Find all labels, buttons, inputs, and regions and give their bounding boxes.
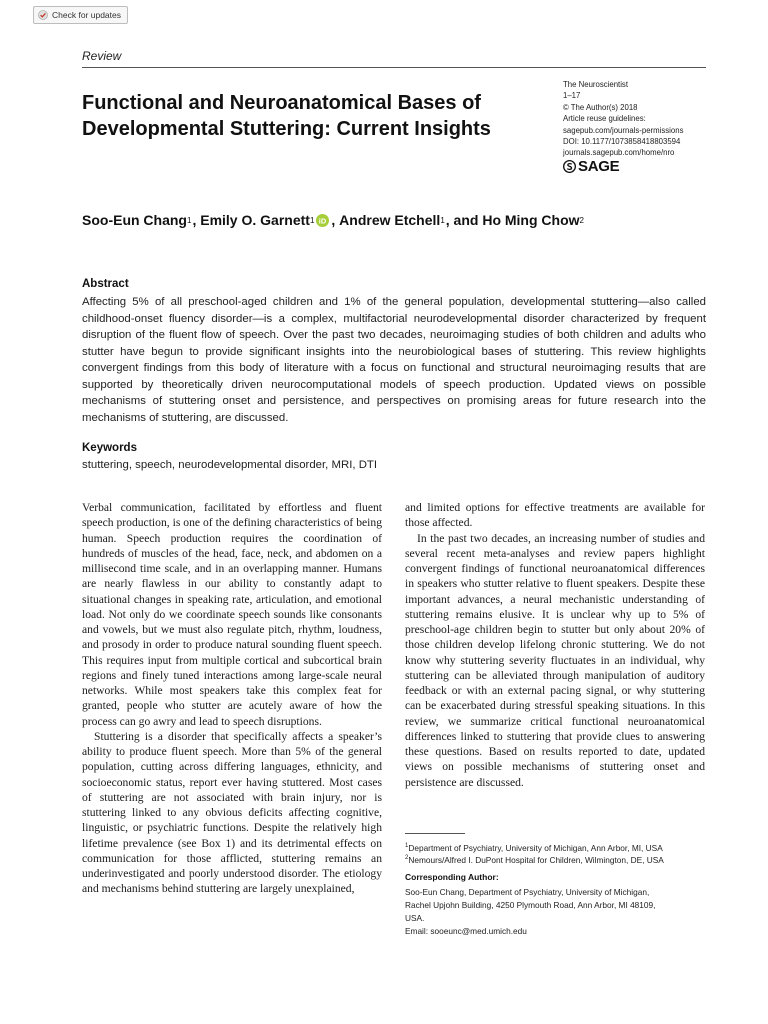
body-column-right [405, 500, 705, 790]
journal-homepage-link[interactable]: journals.sagepub.com/home/nro [563, 148, 675, 158]
author-affil: 1 [309, 215, 315, 225]
affil-text: Department of Psychiatry, University of Michigan, Ann Arbor, MI, USA [408, 842, 663, 853]
author-name[interactable]: Soo-Eun Chang [82, 212, 187, 228]
sage-logo [563, 157, 733, 175]
footnote-divider [405, 833, 465, 834]
keywords-heading: Keywords [82, 442, 137, 454]
sage-logo-icon [563, 160, 576, 173]
affiliation-footnote [405, 852, 664, 866]
check-for-updates-label: Check for updates [52, 10, 121, 20]
orcid-icon[interactable] [316, 214, 329, 227]
author-separator: , and [445, 212, 483, 228]
author-list [82, 212, 722, 228]
address-line: Soo-Eun Chang, Department of Psychiatry, University of Michigan, [405, 887, 650, 897]
author-name[interactable]: Andrew Etchell [339, 212, 441, 228]
author-name[interactable]: Emily O. Garnett [200, 212, 310, 228]
author-name[interactable]: Ho Ming Chow [482, 212, 580, 228]
abstract-text: Affecting 5% of all preschool-aged children and 1% of the general population, developmental stuttering—also called childhood-onset fluency disorder—is a complex, multifactorial neurodevelopmental disorder characterized by frequent disruption of the fluent flow of speech. Over the past two decades, neuroimaging studies of both children and adults who stutter have begun to provide significant insights into the neurobiological bases of stuttering. This review highlights convergent findings from this body of literature with a focus on functional and structural neuroimaging results that are supported by theoretically driven neurocomputational models of speech production. Updated views on possible mechanisms of stuttering onset and persistence, and perspectives on promising areas for future research into the mechanisms of stuttering, are discussed. [82, 296, 706, 424]
journal-info [563, 79, 733, 173]
article-type-label: Review [82, 49, 122, 63]
body-paragraph: Verbal communication, facilitated by effortless and fluent speech production, is one of the defining characteristics of being human. Speech production requires the coordination of hundreds of muscles of the head, face, neck, and abdomen on a millisecond time scale, and in an overlapping manner. Humans are nearly flawless in our ability to constantly adapt to situational changes in speaking rate, articulation, and emotional load. Not only do we coordinate speech sounds like consonants and vowels, but we must also regulate pitch, rhythm, loudness, and prosody in order to produce natural sounding fluent speech. This requires input from multiple cortical and subcortical brain regions and finely tuned interactions among large-scale neural networks. While most speakers take this complex feat for granted, people who stutter are acutely aware of how the process can go awry and lead to speech disruptions. [82, 501, 382, 728]
copyright: © The Author(s) 2018 [563, 102, 638, 112]
affil-marker: 2 [405, 855, 409, 861]
corresponding-author-heading: Corresponding Author: [405, 872, 499, 882]
reuse-label: Article reuse guidelines: [563, 114, 646, 124]
article-title: Functional and Neuroanatomical Bases of Developmental Stuttering: Current Insights [82, 92, 491, 140]
address-line: Rachel Upjohn Building, 4250 Plymouth Road, Ann Arbor, MI 48109, [405, 900, 656, 910]
body-paragraph: In the past two decades, an increasing number of studies and several recent meta-analyses and review papers highlight convergent findings of functional neuroanatomical differences in speakers who stutter relative to fluent speakers. Despite these important advances, a neural mechanistic understanding of stuttering remains elusive. It is unclear why up to 5% of preschool-age children begin to stutter but only about 20% of those children develop lifelong chronic stuttering. We do not know why stuttering severity fluctuates in an individual, why stuttering can be alleviated through manipulation of auditory feedback or with an external pacing signal, or why stuttering can be exacerbated during stressful speaking situations. In this review, we summarize critical functional neuroanatomical differences linked to stuttering that provide clues to answering these questions. Based on results reported to date, updated views on possible mechanisms of stuttering onset and persistence are discussed. [405, 531, 705, 789]
keywords-text: stuttering, speech, neurodevelopmental disorder, MRI, DTI [82, 459, 378, 471]
journal-name: The Neuroscientist [563, 80, 629, 89]
check-updates-icon [38, 10, 48, 20]
svg-text:iD: iD [319, 215, 327, 225]
abstract-heading: Abstract [82, 278, 129, 290]
doi[interactable]: DOI: 10.1177/1073858418803594 [563, 137, 681, 147]
author-separator: , [331, 212, 340, 228]
author-separator: , [192, 212, 201, 228]
email-link[interactable]: sooeunc@med.umich.edu [430, 926, 527, 936]
address-line: USA. [405, 913, 425, 923]
header-divider [82, 67, 706, 68]
email-line [405, 925, 705, 938]
reuse-link[interactable]: sagepub.com/journals-permissions [563, 125, 684, 135]
body-paragraph: Stuttering is a disorder that specifically affects a speaker’s ability to produce fluent speech. More than 5% of the general population, cutting across differing languages, ethnicity, and socioeconomic status, report ever having stuttered. Most cases of stuttering are not associated with brain injury, nor is stuttering linked to any obvious deficits affecting cognitive, linguistic, or psychiatric functions. Despite the relatively high lifetime prevalence (see Box 1) and its detrimental effects on communication for those afflicted, stuttering remains an underinvestigated and poorly understood disorder. The etiology and mechanisms behind stuttering are largely unexplained, [82, 729, 382, 896]
author-affil: 1 [440, 215, 445, 225]
email-label: Email: [405, 926, 429, 936]
body-paragraph: and limited options for effective treatments are available for those affected. [405, 501, 705, 530]
affil-text: Nemours/Alfred I. DuPont Hospital for Children, Wilmington, DE, USA [408, 854, 664, 865]
check-for-updates-button[interactable] [33, 6, 128, 24]
author-affil: 1 [187, 215, 192, 225]
author-affil: 2 [579, 215, 584, 225]
affil-marker: 1 [405, 843, 409, 849]
publisher-name: SAGE [578, 157, 620, 175]
corresponding-author-details [405, 886, 705, 938]
page-range: 1–17 [563, 91, 581, 101]
body-column-left [82, 500, 382, 897]
